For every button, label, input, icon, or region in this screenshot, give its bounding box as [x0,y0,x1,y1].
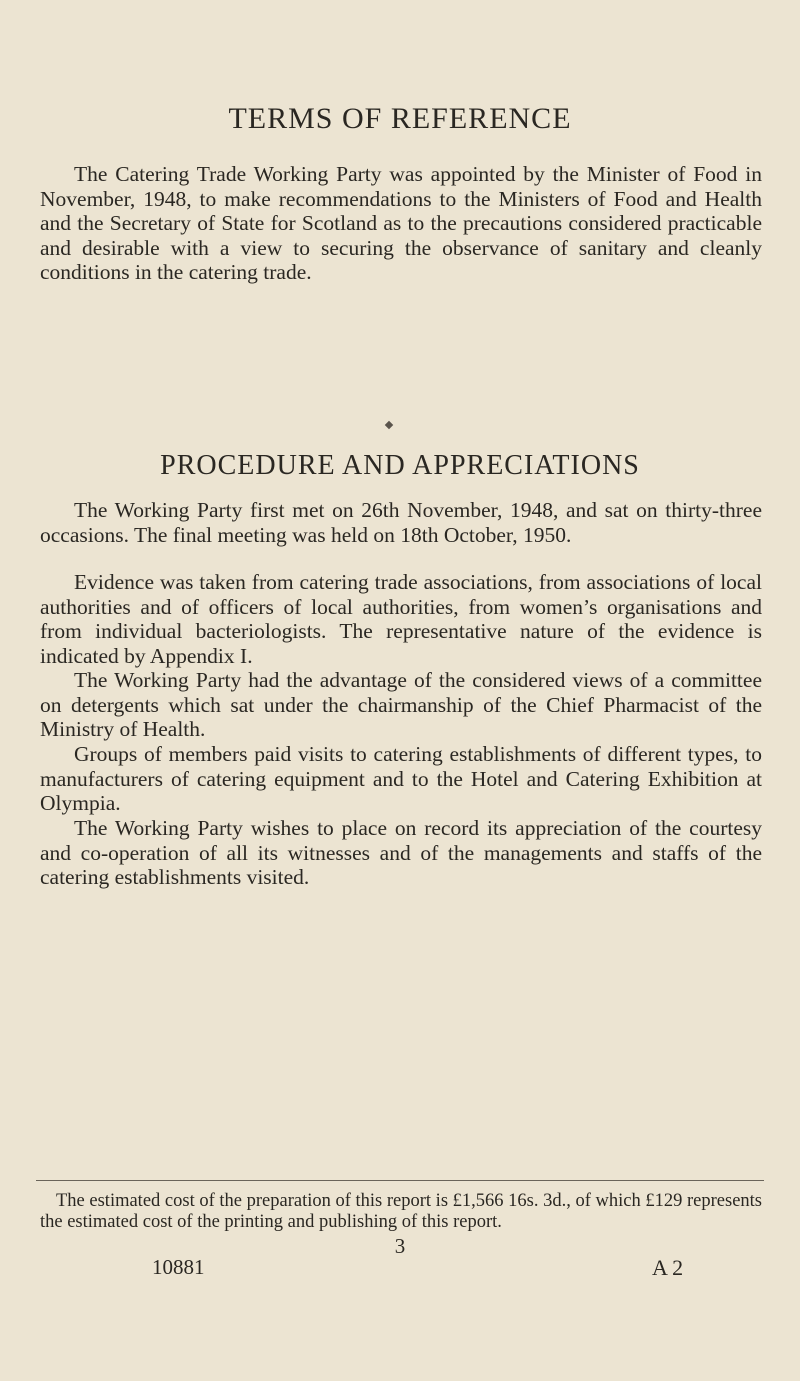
footnote: The estimated cost of the preparation of this report is £1,566 16s. 3d., of which £129 represents the estimated cost of the printing and publishing of this report. [40,1191,762,1232]
footnote-divider [36,1180,764,1181]
ornament-mark [385,421,393,429]
procedure-paragraph-3: The Working Party had the advantage of the considered views of a committee on detergents which sat under the chairmanship of the Chief Pharmacist of the Ministry of Health. [40,668,762,741]
heading-terms-of-reference: TERMS OF REFERENCE [228,102,572,135]
procedure-paragraph-1: The Working Party first met on 26th November, 1948, and sat on thirty-three occasions. The final meeting was held on 18th October, 1950. [40,498,762,547]
print-code: 10881 [152,1255,205,1279]
procedure-paragraph-4: Groups of members paid visits to catering establishments of different types, to manufacturers of catering equipment and to the Hotel and Catering Exhibition at Olympia. [40,742,762,815]
signature-mark: A 2 [652,1255,684,1280]
heading-procedure-and-appreciations: PROCEDURE AND APPRECIATIONS [160,450,640,481]
procedure-paragraph-5: The Working Party wishes to place on record its appreciation of the courtesy and co-operation of all its witnesses and of the managements and staffs of the catering establishments visited. [40,816,762,889]
terms-paragraph: The Catering Trade Working Party was appointed by the Minister of Food in November, 1948, to make recommendations to the Ministers of Food and Health and the Secretary of State for Scotland as to the precautions considered practicable and desirable with a view to securing the observance of sanitary and cleanly conditions in the catering trade. [40,162,762,284]
page-number: 3 [394,1234,406,1258]
procedure-paragraph-2: Evidence was taken from catering trade associations, from associations of local authorities and of officers of local authorities, from women’s organisations and from individual bacteriologists. The representative nature of the evidence is indicated by Appendix I. [40,570,762,668]
